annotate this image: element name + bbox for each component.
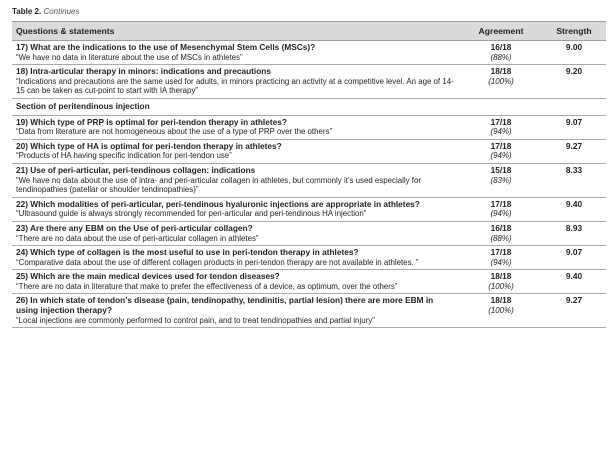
strength-cell: 9.27 — [542, 294, 606, 328]
agreement-fraction: 17/18 — [490, 247, 512, 258]
agreement-cell — [460, 246, 542, 270]
agreement-cell — [460, 270, 542, 294]
question-comment: “There are no data in literature that make to prefer the effectiveness of a device, as optimum, over the others” — [16, 281, 398, 291]
strength-cell: 9.00 — [542, 41, 606, 65]
agreement-fraction: 18/18 — [490, 295, 512, 306]
question-cell — [12, 163, 460, 197]
agreement-cell — [460, 294, 542, 328]
header-question: Questions & statements — [12, 22, 460, 41]
agreement-cell — [460, 163, 542, 197]
strength-cell: 8.93 — [542, 221, 606, 245]
question-comment: “Ultrasound guide is always strongly recommended for peri-articular and peri-tendinous HA injection” — [16, 209, 367, 219]
agreement-percent: (88%) — [490, 233, 512, 243]
agreement-percent: (83%) — [490, 175, 512, 185]
question-title: 21) Use of peri-articular, peri-tendinous collagen: indications — [16, 164, 256, 175]
agreement-cell — [460, 115, 542, 139]
question-title: 17) What are the indications to the use of Mesenchymal Stem Cells (MSCs)? — [16, 42, 316, 52]
question-cell — [12, 65, 460, 99]
question-comment: “There are no data about the use of peri-articular collagen in athletes” — [16, 233, 259, 243]
header-strength: Strength — [542, 22, 606, 41]
header-agreement: Agreement — [460, 22, 542, 41]
consensus-table — [12, 21, 606, 328]
question-title: 26) In which state of tendon’s disease (pain, tendinopathy, tendinitis, partial lesion) there are more EBM in using injection therapy? — [16, 295, 434, 316]
section-row — [12, 98, 606, 115]
question-comment: “Indications and precautions are the same used for adults, in minors practicing an activity at a competitive level. An age of 14-15 can be taken as cut-point to start with IA therapy” — [16, 76, 454, 96]
agreement-percent: (94%) — [490, 151, 512, 161]
strength-cell: 8.33 — [542, 163, 606, 197]
question-title: 25) Which are the main medical devices used for tendon diseases? — [16, 271, 280, 282]
strength-cell: 9.07 — [542, 246, 606, 270]
question-comment: “Data from literature are not homogeneous about the use of a type of PRP over the others” — [16, 127, 333, 137]
agreement-fraction: 16/18 — [490, 42, 512, 52]
question-comment: “Comparative data about the use of different collagen products in peri-tendon therapy are not available in athletes. ” — [16, 257, 419, 267]
agreement-fraction: 18/18 — [490, 66, 512, 77]
question-title: 24) Which type of collagen is the most useful to use in peri-tendon therapy in athletes? — [16, 247, 359, 258]
agreement-percent: (88%) — [490, 52, 512, 62]
agreement-fraction: 15/18 — [490, 164, 512, 175]
section-title: Section of peritendinous injection — [12, 98, 606, 115]
agreement-fraction: 17/18 — [490, 140, 512, 151]
question-cell — [12, 41, 460, 65]
strength-cell: 9.40 — [542, 270, 606, 294]
table-row — [12, 294, 606, 328]
question-cell — [12, 197, 460, 221]
agreement-cell — [460, 221, 542, 245]
table-row — [12, 197, 606, 221]
question-comment: “We have no data in literature about the use of MSCs in athletes” — [16, 52, 243, 62]
question-cell — [12, 270, 460, 294]
table-row — [12, 139, 606, 163]
agreement-fraction: 18/18 — [490, 271, 512, 282]
caption-label: Table 2. — [12, 7, 42, 16]
caption-continues: Continues — [43, 7, 80, 16]
question-cell — [12, 221, 460, 245]
question-cell — [12, 115, 460, 139]
strength-cell: 9.20 — [542, 65, 606, 99]
question-comment: “Local injections are commonly performed to control pain, and to treat tendinopathies and partial injury” — [16, 315, 375, 325]
question-title: 18) Intra-articular therapy in minors: indications and precautions — [16, 66, 271, 77]
agreement-cell — [460, 41, 542, 65]
agreement-percent: (100%) — [488, 306, 514, 316]
table-row — [12, 65, 606, 99]
table-header-row — [12, 22, 606, 41]
agreement-percent: (94%) — [490, 257, 512, 267]
question-title: 22) Which modalities of peri-articular, peri-tendinous hyaluronic injections are appropriate in athletes? — [16, 198, 420, 209]
agreement-fraction: 17/18 — [490, 198, 512, 209]
agreement-fraction: 17/18 — [490, 116, 512, 127]
question-comment: “We have no data about the use of intra- and peri-articular collagen in athletes, but commonly it’s used especially for tendinopathies (patellar or shoulder tendinopathies)” — [16, 175, 421, 195]
strength-cell: 9.40 — [542, 197, 606, 221]
table-row — [12, 115, 606, 139]
question-cell — [12, 294, 460, 328]
agreement-percent: (100%) — [488, 281, 514, 291]
agreement-cell — [460, 197, 542, 221]
question-title: 20) Which type of HA is optimal for peri-tendon therapy in athletes? — [16, 140, 282, 151]
question-comment: “Products of HA having specific indication for peri-tendon use” — [16, 151, 232, 161]
table-caption — [12, 6, 606, 17]
agreement-cell — [460, 139, 542, 163]
question-cell — [12, 246, 460, 270]
agreement-percent: (100%) — [488, 76, 514, 86]
agreement-cell — [460, 65, 542, 99]
question-title: 23) Are there any EBM on the Use of peri-articular collagen? — [16, 222, 253, 233]
table-row — [12, 41, 606, 65]
strength-cell: 9.07 — [542, 115, 606, 139]
agreement-percent: (94%) — [490, 209, 512, 219]
table-body — [12, 41, 606, 328]
question-title: 19) Which type of PRP is optimal for peri-tendon therapy in athletes? — [16, 116, 287, 127]
strength-cell: 9.27 — [542, 139, 606, 163]
table-row — [12, 270, 606, 294]
table-row — [12, 246, 606, 270]
question-cell — [12, 139, 460, 163]
table-row — [12, 163, 606, 197]
agreement-percent: (94%) — [490, 127, 512, 137]
agreement-fraction: 16/18 — [490, 222, 512, 233]
table-row — [12, 221, 606, 245]
